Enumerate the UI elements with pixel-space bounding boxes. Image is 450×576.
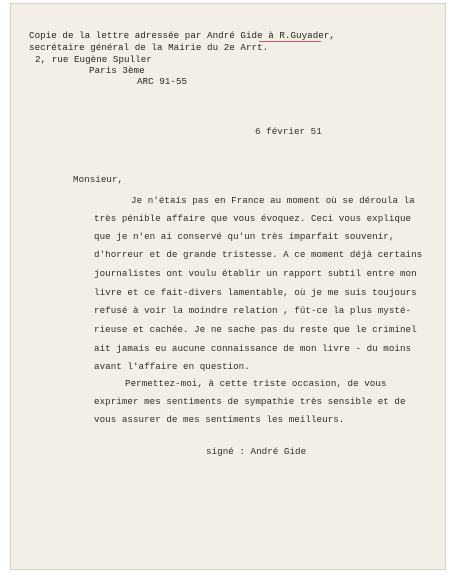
signature: signé : André Gide [206, 446, 307, 457]
header-line-1: Copie de la lettre adressée par André Gide à R.Guyader, [29, 30, 335, 41]
header-address: 2, rue Eugène Spuller [35, 54, 152, 65]
body-line-1: Je n'étais pas en France au moment où se déroula la [131, 195, 415, 206]
body-line-4: d'horreur et de grande tristesse. A ce moment déjà certains [94, 249, 423, 260]
recipient-underline [259, 41, 321, 42]
letter-page [10, 3, 446, 570]
body-line-2: très pénible affaire que vous évoquez. Ceci vous explique [94, 213, 412, 224]
archive-reference: ARC 91-55 [137, 76, 188, 87]
body-line-10: avant l'affaire en question. [94, 361, 250, 372]
header-city: Paris 3ème [89, 65, 145, 76]
body-line-6: livre et ce fait-divers lamentable, où je me suis toujours [94, 287, 417, 298]
body-line-8: rieuse et cachée. Je ne sache pas du reste que le criminel [94, 324, 417, 335]
body-line-3: que je n'en ai conservé qu'un très imparfait souvenir, [94, 231, 395, 242]
salutation: Monsieur, [73, 174, 124, 185]
letter-date: 6 février 51 [255, 126, 322, 137]
body-line-12: exprimer mes sentiments de sympathie très sensible et de [94, 396, 406, 407]
body-line-7: refusé à voir la moindre relation , fût-ce la plus mysté- [94, 305, 412, 316]
body-line-11: Permettez-moi, à cette triste occasion, de vous [125, 378, 387, 389]
body-line-13: vous assurer de mes sentiments les meilleurs. [94, 414, 345, 425]
header-line-2: secrétaire général de la Mairie du 2e Arrt. [29, 42, 269, 53]
body-line-9: ait jamais eu aucune connaissance de mon livre - du moins [94, 343, 412, 354]
body-line-5: journalistes ont voulu établir un rapport subtil entre mon [94, 268, 417, 279]
